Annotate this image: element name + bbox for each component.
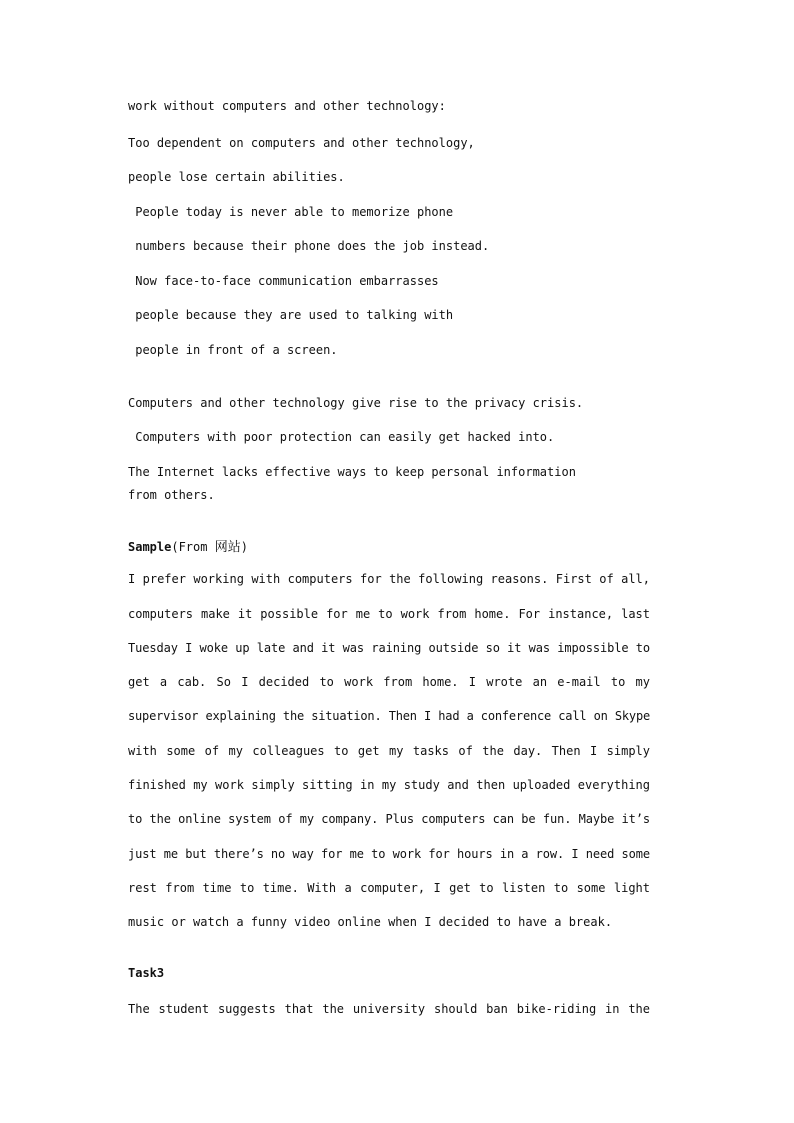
sample-line-3: Tuesday I woke up late and it was raining outside so it was impossible to [128,641,650,655]
sample-line-10: rest from time to time. With a computer, I get to listen to some light [128,881,650,895]
sample-line-6: with some of my colleagues to get my tasks of the day. Then I simply [128,744,650,758]
outline-line-2: Too dependent on computers and other technology, [128,136,475,150]
outline-line-10: Computers with poor protection can easily get hacked into. [128,430,555,444]
sample-line-11: music or watch a funny video online when I decided to have a break. [128,915,613,929]
outline-line-12: from others. [128,488,215,502]
sample-heading-bold: Sample [128,540,172,554]
outline-line-1: work without computers and other technology: [128,99,446,113]
outline-line-4: People today is never able to memorize phone [128,205,454,219]
sample-heading-close: ) [240,540,248,554]
sample-heading [128,539,248,556]
outline-line-9: Computers and other technology give rise to the privacy crisis. [128,396,584,410]
sample-line-8: to the online system of my company. Plus computers can be fun. Maybe it’s [128,812,650,826]
outline-line-3: people lose certain abilities. [128,170,345,184]
outline-line-8: people in front of a screen. [128,343,338,357]
task3-line-1: The student suggests that the university should ban bike-riding in the [128,1002,650,1016]
sample-line-2: computers make it possible for me to work from home. For instance, last [128,607,650,621]
sample-line-9: just me but there’s no way for me to work for hours in a row. I need some [128,847,650,861]
outline-line-7: people because they are used to talking with [128,308,454,322]
outline-line-6: Now face-to-face communication embarrasses [128,274,439,288]
sample-line-5: supervisor explaining the situation. Then I had a conference call on Skype [128,709,650,723]
sample-heading-source: 网站 [214,540,241,555]
sample-line-4: get a cab. So I decided to work from home. I wrote an e-mail to my [128,675,650,689]
task3-heading: Task3 [128,966,165,980]
sample-line-7: finished my work simply sitting in my study and then uploaded everything [128,778,650,792]
outline-line-5: numbers because their phone does the job instead. [128,239,490,253]
outline-line-11: The Internet lacks effective ways to keep personal information [128,465,576,479]
sample-line-1: I prefer working with computers for the following reasons. First of all, [128,572,650,586]
sample-heading-from: (From [171,540,215,554]
